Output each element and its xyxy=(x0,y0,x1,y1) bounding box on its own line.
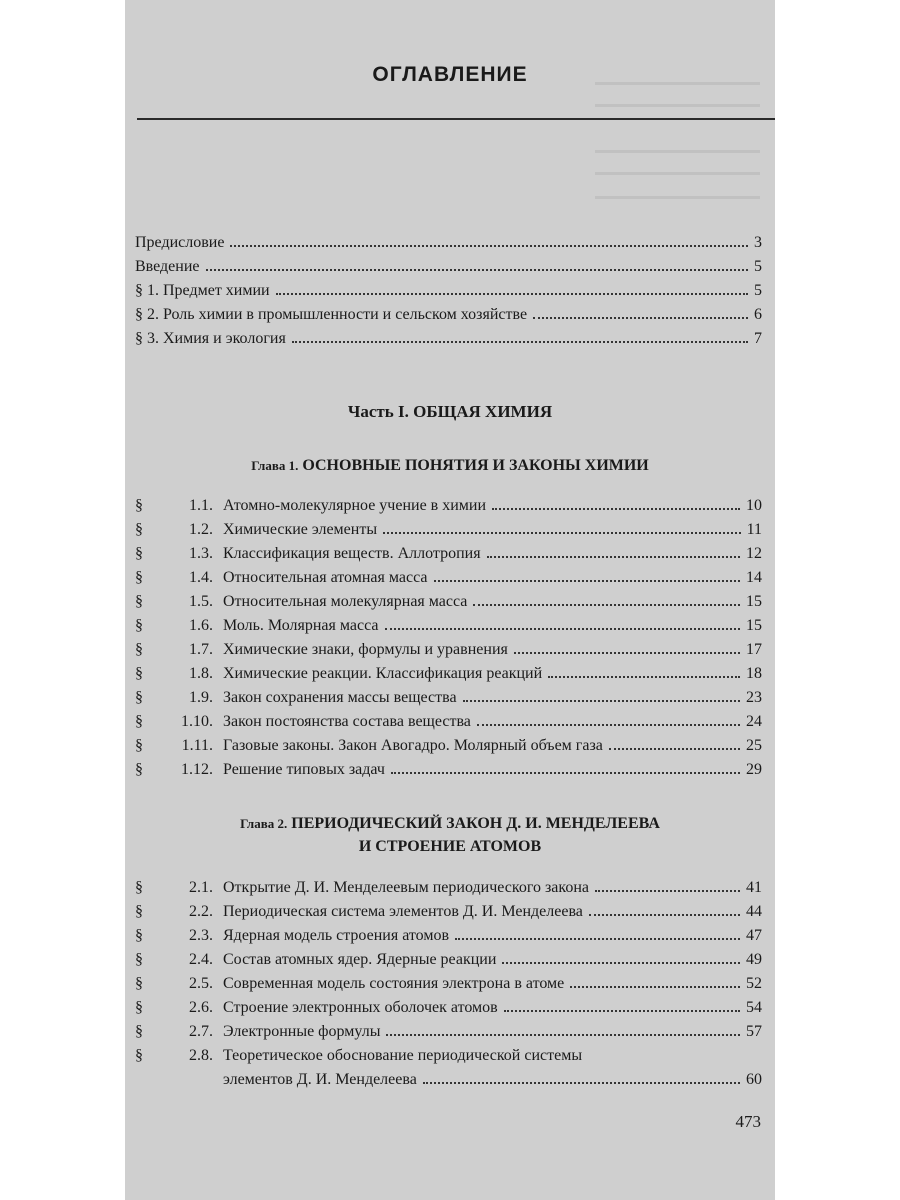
toc-entry-page: 5 xyxy=(754,282,762,299)
bleed-through-line xyxy=(595,172,760,175)
toc-entry-page: 47 xyxy=(746,927,762,944)
toc-entry-page: 15 xyxy=(746,617,762,634)
chapter-prefix: Глава 1. xyxy=(251,458,299,473)
toc-entry[interactable] xyxy=(135,497,762,521)
toc-entry-label: Открытие Д. И. Менделеевым периодического закона xyxy=(223,879,590,896)
dot-leader xyxy=(386,1034,740,1036)
toc-entry-label: Относительная молекулярная масса xyxy=(223,593,468,610)
toc-entry-label: Химические знаки, формулы и уравнения xyxy=(223,641,508,658)
dot-leader xyxy=(434,580,741,582)
section-sign: § xyxy=(135,879,143,896)
toc-entry-label: § 1. Предмет химии xyxy=(135,282,270,299)
toc-entry-page: 3 xyxy=(754,234,762,251)
toc-entry-label: Строение электронных оболочек атомов xyxy=(223,999,498,1016)
section-sign: § xyxy=(135,713,143,730)
toc-entry-section-1[interactable] xyxy=(135,282,762,306)
section-number: 2.7. xyxy=(189,1023,213,1040)
toc-entry-label: § 3. Химия и экология xyxy=(135,330,286,347)
page-title: ОГЛАВЛЕНИЕ xyxy=(372,63,528,86)
dot-leader xyxy=(292,341,748,343)
toc-entry-label: Современная модель состояния электрона в атоме xyxy=(223,975,565,992)
toc-entry[interactable] xyxy=(135,713,762,737)
toc-entry-section-3[interactable] xyxy=(135,330,762,354)
dot-leader xyxy=(570,986,740,988)
toc-entry[interactable] xyxy=(135,569,762,593)
toc-entry-page: 57 xyxy=(746,1023,762,1040)
toc-entry[interactable] xyxy=(135,665,762,689)
dot-leader xyxy=(487,556,740,558)
toc-entry-label-line-2: элементов Д. И. Менделеева xyxy=(223,1071,417,1088)
dot-leader xyxy=(383,532,741,534)
section-number: 1.6. xyxy=(189,617,213,634)
dot-leader xyxy=(595,890,740,892)
section-number: 1.3. xyxy=(189,545,213,562)
dot-leader xyxy=(230,245,748,247)
toc-entry-label: Электронные формулы xyxy=(223,1023,381,1040)
section-number: 1.9. xyxy=(189,689,213,706)
toc-entry[interactable] xyxy=(135,761,762,785)
section-sign: § xyxy=(135,689,143,706)
section-sign: § xyxy=(135,1023,143,1040)
section-number: 2.5. xyxy=(189,975,213,992)
dot-leader xyxy=(502,962,740,964)
dot-leader xyxy=(206,269,749,271)
section-sign: § xyxy=(135,569,143,586)
toc-entry-label: Закон постоянства состава вещества xyxy=(223,713,471,730)
section-sign: § xyxy=(135,999,143,1016)
section-number: 1.10. xyxy=(181,713,213,730)
toc-entry[interactable] xyxy=(135,879,762,903)
toc-entry-label: Периодическая система элементов Д. И. Менделеева xyxy=(223,903,583,920)
toc-entry-label: Газовые законы. Закон Авогадро. Молярный объем газа xyxy=(223,737,603,754)
toc-entry-label: § 2. Роль химии в промышленности и сельском хозяйстве xyxy=(135,306,528,323)
section-number: 2.3. xyxy=(189,927,213,944)
section-sign: § xyxy=(135,545,143,562)
chapter-title-line-2: И СТРОЕНИЕ АТОМОВ xyxy=(358,838,542,855)
toc-entry-page: 60 xyxy=(746,1071,762,1088)
section-sign: § xyxy=(135,1047,143,1064)
dot-leader xyxy=(385,628,741,630)
toc-entry[interactable] xyxy=(135,999,762,1023)
chapter-1-heading xyxy=(125,457,775,475)
toc-entry[interactable] xyxy=(135,1023,762,1047)
page-number: 473 xyxy=(735,1112,761,1131)
toc-entry-page: 5 xyxy=(754,258,762,275)
toc-entry-label: Моль. Молярная масса xyxy=(223,617,379,634)
toc-entry-label: Решение типовых задач xyxy=(223,761,385,778)
section-number: 1.7. xyxy=(189,641,213,658)
section-number: 2.8. xyxy=(189,1047,213,1064)
section-number: 1.8. xyxy=(189,665,213,682)
bleed-through-line xyxy=(595,150,760,153)
section-sign: § xyxy=(135,927,143,944)
bleed-through-line xyxy=(595,104,760,107)
section-number: 1.11. xyxy=(181,737,213,754)
dot-leader xyxy=(533,317,748,319)
toc-entry-label-line-1: Теоретическое обоснование периодической системы xyxy=(223,1047,583,1064)
section-sign: § xyxy=(135,951,143,968)
toc-entry-page: 24 xyxy=(746,713,762,730)
section-sign: § xyxy=(135,617,143,634)
section-sign: § xyxy=(135,521,143,538)
dot-leader xyxy=(473,604,740,606)
toc-entry-introduction[interactable] xyxy=(135,258,762,282)
toc-entry-label: Химические элементы xyxy=(223,521,378,538)
toc-entry-page: 23 xyxy=(746,689,762,706)
section-number: 2.1. xyxy=(189,879,213,896)
chapter-title-line-1: ПЕРИОДИЧЕСКИЙ ЗАКОН Д. И. МЕНДЕЛЕЕВА xyxy=(291,815,660,832)
toc-entry-page: 49 xyxy=(746,951,762,968)
toc-entry-page: 14 xyxy=(746,569,762,586)
section-number: 1.5. xyxy=(189,593,213,610)
section-number: 1.2. xyxy=(189,521,213,538)
toc-entry-page: 54 xyxy=(746,999,762,1016)
toc-entry[interactable] xyxy=(135,521,762,545)
section-sign: § xyxy=(135,761,143,778)
section-sign: § xyxy=(135,641,143,658)
toc-entry-page: 41 xyxy=(746,879,762,896)
toc-entry-preface[interactable] xyxy=(135,234,762,258)
section-sign: § xyxy=(135,497,143,514)
dot-leader xyxy=(589,914,740,916)
dot-leader xyxy=(514,652,740,654)
toc-entry[interactable] xyxy=(135,545,762,569)
toc-entry-label: Химические реакции. Классификация реакций xyxy=(223,665,543,682)
toc-entry[interactable] xyxy=(135,951,762,975)
section-number: 2.4. xyxy=(189,951,213,968)
toc-entry-page: 17 xyxy=(746,641,762,658)
toc-entry-label: Состав атомных ядер. Ядерные реакции xyxy=(223,951,497,968)
chapter-prefix: Глава 2. xyxy=(240,816,288,831)
section-sign: § xyxy=(135,903,143,920)
part-heading: Часть I. ОБЩАЯ ХИМИЯ xyxy=(347,402,553,421)
section-number: 1.12. xyxy=(181,761,213,778)
dot-leader xyxy=(423,1082,740,1084)
toc-entry-page: 25 xyxy=(746,737,762,754)
toc-entry-label: Ядерная модель строения атомов xyxy=(223,927,450,944)
toc-entry-label: Относительная атомная масса xyxy=(223,569,428,586)
section-sign: § xyxy=(135,975,143,992)
toc-entry[interactable] xyxy=(135,737,762,761)
toc-entry-page: 18 xyxy=(746,665,762,682)
title-rule xyxy=(137,118,775,120)
dot-leader xyxy=(276,293,748,295)
toc-entry[interactable] xyxy=(135,617,762,641)
toc-entry[interactable] xyxy=(135,593,762,617)
toc-entry-page: 7 xyxy=(754,330,762,347)
toc-entry[interactable] xyxy=(135,975,762,999)
dot-leader xyxy=(548,676,740,678)
toc-entry-page: 15 xyxy=(746,593,762,610)
section-sign: § xyxy=(135,737,143,754)
toc-entry-section-2[interactable] xyxy=(135,306,762,330)
section-number: 1.4. xyxy=(189,569,213,586)
toc-entry-page: 44 xyxy=(746,903,762,920)
toc-entry[interactable] xyxy=(135,903,762,927)
dot-leader xyxy=(477,724,740,726)
toc-entry-page: 10 xyxy=(746,497,762,514)
toc-entry-label: Закон сохранения массы вещества xyxy=(223,689,457,706)
toc-entry-label: Введение xyxy=(135,258,200,275)
section-sign: § xyxy=(135,665,143,682)
toc-entry[interactable] xyxy=(135,927,762,951)
section-number: 2.2. xyxy=(189,903,213,920)
toc-entry-label: Классификация веществ. Аллотропия xyxy=(223,545,481,562)
dot-leader xyxy=(492,508,740,510)
chapter-2-heading xyxy=(125,815,775,833)
toc-entry-label: Предисловие xyxy=(135,234,225,251)
dot-leader xyxy=(391,772,740,774)
section-number: 1.1. xyxy=(189,497,213,514)
chapter-title: ОСНОВНЫЕ ПОНЯТИЯ И ЗАКОНЫ ХИМИИ xyxy=(302,457,649,474)
dot-leader xyxy=(455,938,740,940)
toc-entry[interactable] xyxy=(135,689,762,713)
toc-entry-multiline[interactable] xyxy=(135,1047,762,1071)
toc-entry-continuation[interactable] xyxy=(223,1071,762,1095)
toc-entry-page: 12 xyxy=(746,545,762,562)
toc-entry-page: 29 xyxy=(746,761,762,778)
dot-leader xyxy=(609,748,740,750)
book-page xyxy=(125,0,775,1200)
bleed-through-line xyxy=(595,196,760,199)
section-number: 2.6. xyxy=(189,999,213,1016)
toc-entry-page: 11 xyxy=(746,521,762,538)
dot-leader xyxy=(463,700,740,702)
dot-leader xyxy=(504,1010,740,1012)
toc-entry-label: Атомно-молекулярное учение в химии xyxy=(223,497,487,514)
section-sign: § xyxy=(135,593,143,610)
toc-entry-page: 6 xyxy=(754,306,762,323)
toc-entry-page: 52 xyxy=(746,975,762,992)
toc-entry[interactable] xyxy=(135,641,762,665)
